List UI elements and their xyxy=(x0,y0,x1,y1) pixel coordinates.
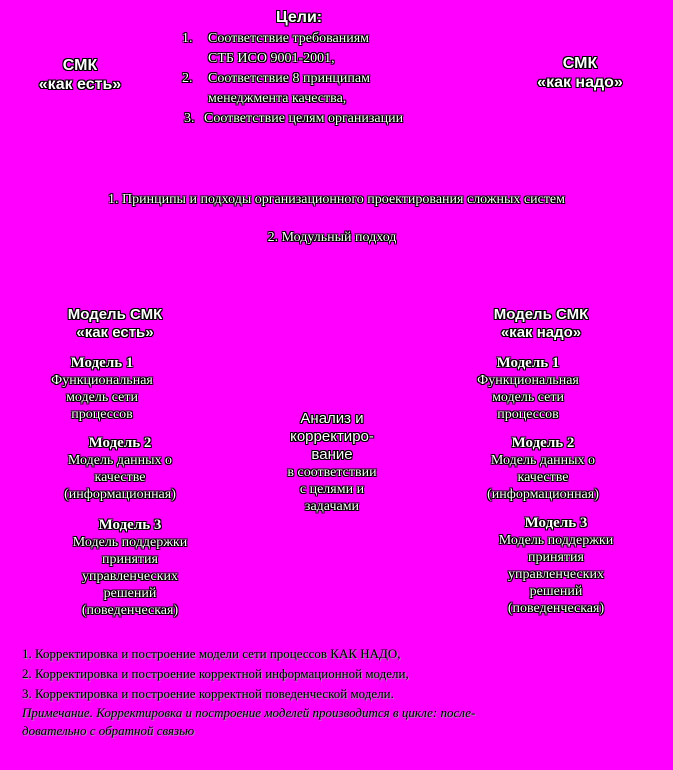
right-model-3: Модель 3 Модель поддержки принятия управленческих решений (поведенческая) xyxy=(498,515,614,616)
note-item-1: 1. Корректировка и построение модели сети процессов КАК НАДО, xyxy=(22,646,401,661)
right-model-title: Модель СМК «как надо» xyxy=(493,306,589,341)
left-model-title: Модель СМК «как есть» xyxy=(67,306,163,341)
smk-current-block xyxy=(20,56,140,94)
note-item-2: 2. Корректировка и построение корректной информационной модели, xyxy=(22,666,409,681)
center-analysis-block: Анализ и корректиро- вание в соответствии с целями и задачами xyxy=(287,410,377,514)
note-item-3: 3. Корректировка и построение корректной поведенческой модели. xyxy=(22,686,394,701)
goal-item-3: 3. Соответствие целям организации xyxy=(184,111,404,126)
smk-target-line-2: «как надо» xyxy=(537,74,623,91)
left-model-1: Модель 1 Функциональная модель сети процессов xyxy=(51,355,153,422)
goal-item-1: 1. Соответствие требованиям СТБ ИСО 9001-2001, xyxy=(182,31,369,66)
approach-line-1: 1. Принципы и подходы организационного проектирования сложных систем xyxy=(107,192,566,207)
goal-item-2: 2. Соответствие 8 принципам менеджмента качества, xyxy=(182,71,370,106)
note-remark-line-1: Примечание. Корректировка и построение моделей производится в цикле: после- xyxy=(22,705,476,720)
smk-target-line-1: СМК xyxy=(562,55,598,72)
smk-current-line-1: СМК xyxy=(62,57,98,74)
goals-title: Цели: xyxy=(276,9,323,26)
approach-line-2: 2. Модульный подход xyxy=(267,230,397,245)
note-remark-line-2: довательно с обратной связью xyxy=(22,723,195,738)
right-model-1: Модель 1 Функциональная модель сети процессов xyxy=(477,355,579,422)
notes-block xyxy=(22,644,662,740)
left-model-2: Модель 2 Модель данных о качестве (информационная) xyxy=(64,435,176,502)
smk-target-block xyxy=(520,54,640,92)
smk-current-line-2: «как есть» xyxy=(38,76,122,93)
goals-list xyxy=(182,29,482,129)
left-model-3: Модель 3 Модель поддержки принятия управленческих решений (поведенческая) xyxy=(72,517,188,618)
right-model-2: Модель 2 Модель данных о качестве (информационная) xyxy=(487,435,599,502)
